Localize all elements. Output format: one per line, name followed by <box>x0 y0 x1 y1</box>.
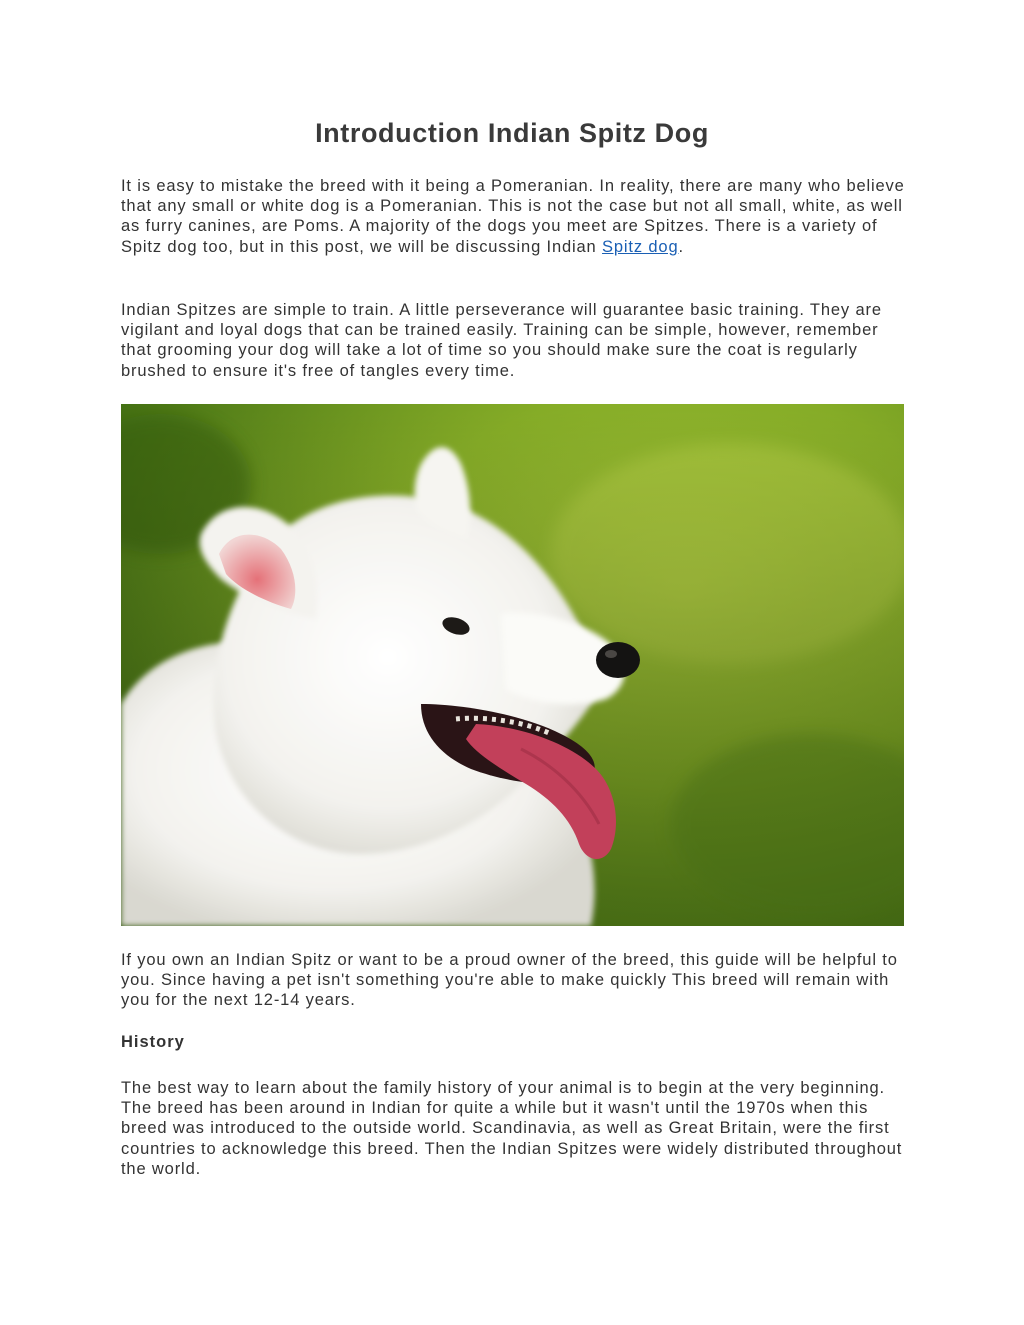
history-heading: History <box>121 1033 185 1051</box>
intro-text-end: . <box>678 237 684 256</box>
dog-photo <box>121 404 904 926</box>
intro-text: It is easy to mistake the breed with it being a Pomeranian. In reality, there are many who believe that any small or white dog is a Pomeranian. This is not the case but not all small, white, as well as furry canines, are Poms. A majority of the dogs you meet are Spitzes. There is a variety of Spitz dog too, but in this post, we will be discussing Indian <box>121 177 905 256</box>
owner-paragraph: If you own an Indian Spitz or want to be a proud owner of the breed, this guide will be helpful to you. Since having a pet isn't something you're able to make quickly This breed will remain with you for the next 12-14 years. <box>121 951 898 1010</box>
dog-nose <box>596 642 640 678</box>
intro-paragraph <box>121 176 906 257</box>
spitz-dog-link[interactable]: Spitz dog <box>602 237 679 256</box>
spitz-dog-image <box>121 404 904 926</box>
history-paragraph: The best way to learn about the family history of your animal is to begin at the very beginning. The breed has been around in Indian for quite a while but it wasn't until the 1970s when this breed was introduced to the outside world. Scandinavia, as well as Great Britain, were the first countries to acknowledge this breed. Then the Indian Spitzes were widely distributed throughout the world. <box>121 1079 903 1178</box>
training-paragraph: Indian Spitzes are simple to train. A little perseverance will guarantee basic training. They are vigilant and loyal dogs that can be trained easily. Training can be simple, however, remember that grooming your dog will take a lot of time so you should make sure the coat is regularly brushed to ensure it's free of tangles every time. <box>121 301 882 380</box>
page-title: Introduction Indian Spitz Dog <box>315 118 709 148</box>
